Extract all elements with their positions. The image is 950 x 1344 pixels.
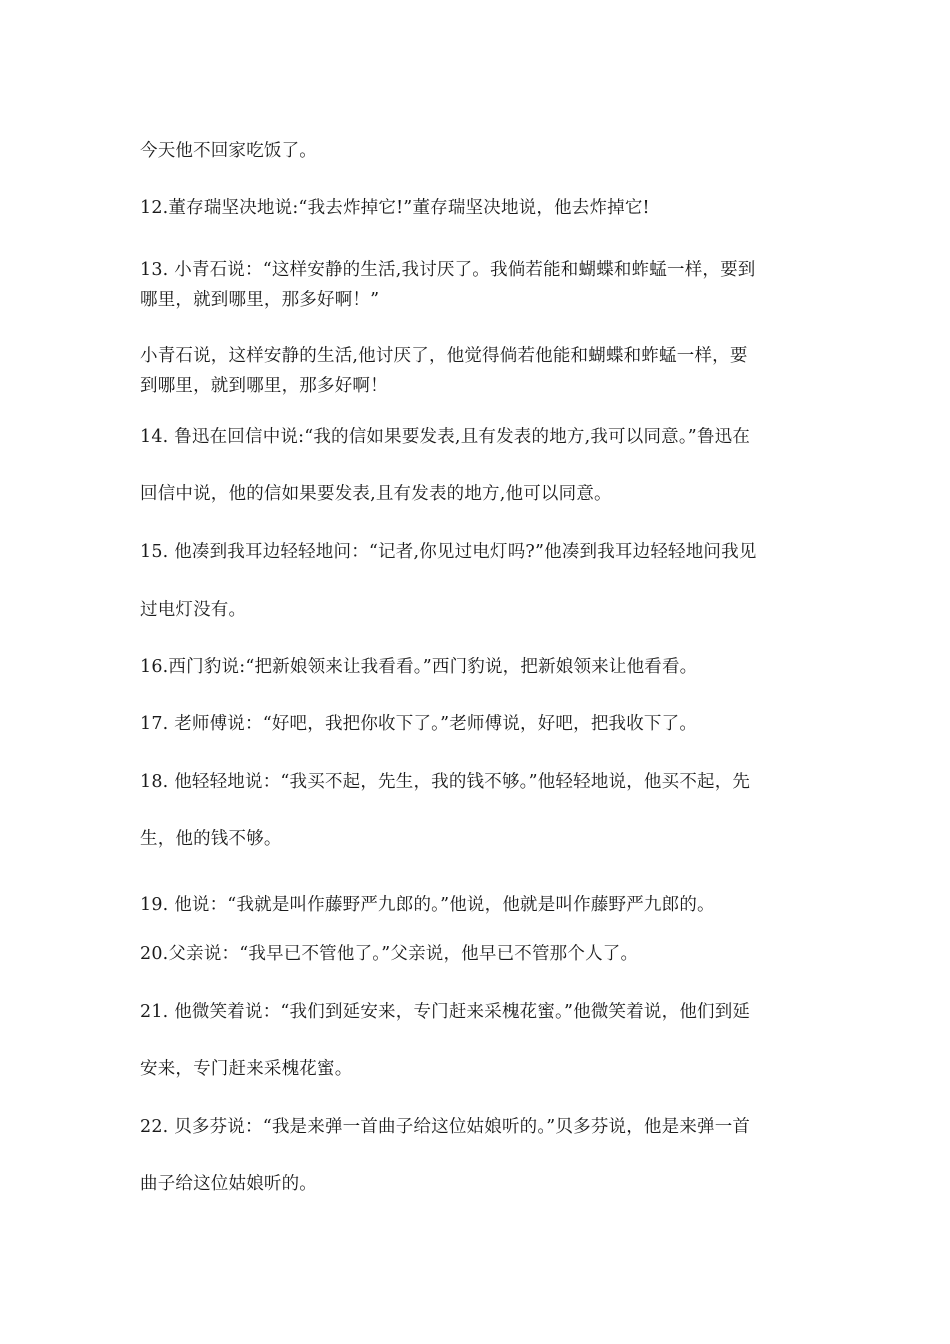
- text-line: 到哪里，就到哪里，那多好啊！: [140, 376, 388, 396]
- text-line: 20.父亲说：“我早已不管他了。”父亲说，他早已不管那个人了。: [140, 944, 639, 964]
- text-line: 12.董存瑞坚决地说:“我去炸掉它!”董存瑞坚决地说，他去炸掉它!: [140, 198, 650, 218]
- text-line: 18. 他轻轻地说：“我买不起，先生，我的钱不够。”他轻轻地说，他买不起，先: [140, 772, 751, 792]
- text-line: 生，他的钱不够。: [140, 829, 282, 849]
- text-line: 19. 他说：“我就是叫作藤野严九郎的。”他说，他就是叫作藤野严九郎的。: [140, 895, 715, 915]
- text-line: 17. 老师傅说：“好吧，我把你收下了。”老师傅说，好吧，把我收下了。: [140, 714, 698, 734]
- text-line: 21. 他微笑着说：“我们到延安来，专门赶来采槐花蜜。”他微笑着说，他们到延: [140, 1002, 751, 1022]
- text-line: 哪里，就到哪里，那多好啊！”: [140, 290, 380, 310]
- text-line: 过电灯没有。: [140, 600, 247, 620]
- text-line: 16.西门豹说:“把新娘领来让我看看。”西门豹说，把新娘领来让他看看。: [140, 657, 698, 677]
- text-line: 15. 他凑到我耳边轻轻地问：“记者,你见过电灯吗?”他凑到我耳边轻轻地问我见: [140, 542, 757, 562]
- text-line: 回信中说，他的信如果要发表,且有发表的地方,他可以同意。: [140, 484, 612, 504]
- text-line: 安来，专门赶来采槐花蜜。: [140, 1059, 353, 1079]
- text-line: 曲子给这位姑娘听的。: [140, 1174, 317, 1194]
- text-line: 小青石说，这样安静的生活,他讨厌了，他觉得倘若他能和蝴蝶和蚱蜢一样，要: [140, 346, 748, 366]
- text-line: 13. 小青石说：“这样安静的生活,我讨厌了。我倘若能和蝴蝶和蚱蜢一样，要到: [140, 260, 756, 280]
- text-line: 22. 贝多芬说：“我是来弹一首曲子给这位姑娘听的。”贝多芬说，他是来弹一首: [140, 1117, 751, 1137]
- text-line: 14. 鲁迅在回信中说:“我的信如果要发表,且有发表的地方,我可以同意。”鲁迅在: [140, 427, 751, 447]
- text-line: 今天他不回家吃饭了。: [140, 141, 317, 161]
